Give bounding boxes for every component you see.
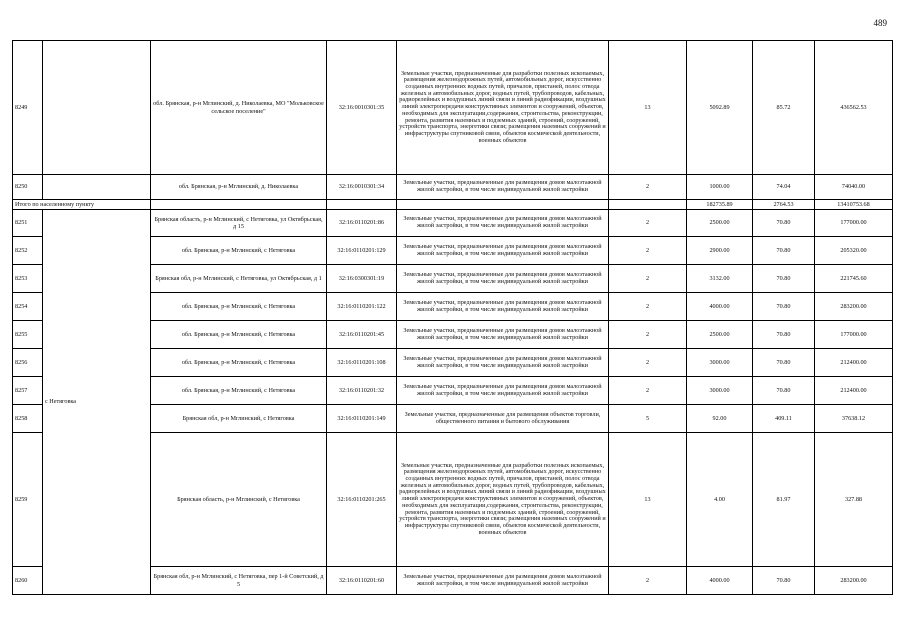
cadastral-value-cell: 283200.00 (815, 293, 893, 321)
area-cell: 1000.00 (687, 175, 753, 200)
specific-value-cell: 70.80 (753, 237, 815, 265)
land-registry-table (12, 40, 893, 595)
address-cell: обл. Брянская, р-н Мглинский, д. Николаевка, МО "Мольковское сельское поселение" (151, 41, 327, 175)
use-group-cell: 2 (609, 265, 687, 293)
cadastral-value-cell: 37638.12 (815, 405, 893, 433)
address-cell: Брянская область, р-н Мглинский, с Нетяговка (151, 433, 327, 567)
total-specific-value: 2764.53 (753, 200, 815, 210)
cadastral-value-cell: 283200.00 (815, 567, 893, 595)
row-number: 8249 (13, 41, 43, 175)
row-number: 8258 (13, 405, 43, 433)
permitted-use-cell: Земельные участки, предназначенные для размещения домов малоэтажной жилой застройки, в том числе индивидуальной жилой застройки (397, 265, 609, 293)
cadastral-value-cell: 177000.00 (815, 321, 893, 349)
cadastral-number-cell: 32:16:0110201:45 (327, 321, 397, 349)
specific-value-cell: 70.80 (753, 321, 815, 349)
permitted-use-cell: Земельные участки, предназначенные для размещения домов малоэтажной жилой застройки, в том числе индивидуальной жилой застройки (397, 237, 609, 265)
area-cell: 2500.00 (687, 210, 753, 237)
use-group-cell: 2 (609, 175, 687, 200)
specific-value-cell: 70.80 (753, 349, 815, 377)
table-row (13, 41, 893, 175)
address-cell: обл. Брянская, р-н Мглинский, с Нетяговка (151, 237, 327, 265)
row-number: 8253 (13, 265, 43, 293)
permitted-use-cell: Земельные участки, предназначенные для размещения домов малоэтажной жилой застройки, в том числе индивидуальной жилой застройки (397, 175, 609, 200)
cadastral-number-cell: 32:16:0110201:129 (327, 237, 397, 265)
use-group-cell: 5 (609, 405, 687, 433)
permitted-use-cell: Земельные участки, предназначенные для разработки полезных ископаемых, размещения железнодорожных путей, автомобильных дорог, искусственно созданных внутренних водных путей, причалов, пристаней, полос отвода железных и автомобильных дорог, водных путей, трубопроводов, кабельных, радиорелейных и воздушных линий связи и линий радиофикации, воздушных линий электропередачи конструктивных элементов и сооружений, объектов, необходимых для эксплуатации,содержания, строительства, реконструкции, ремонта, развития наземных и подземных зданий, строений, сооружений, устройств транспорта, энергетики связи; размещения наземных сооружений и инфраструктуры спутниковой связи, объектов космической деятельности, военных объектов (397, 41, 609, 175)
permitted-use-cell: Земельные участки, предназначенные для размещения домов малоэтажной жилой застройки, в том числе индивидуальной жилой застройки (397, 349, 609, 377)
row-number: 8260 (13, 567, 43, 595)
permitted-use-cell: Земельные участки, предназначенные для размещения домов малоэтажной жилой застройки, в том числе индивидуальной жилой застройки (397, 567, 609, 595)
cadastral-number-cell: 32:16:0110201:149 (327, 405, 397, 433)
use-group-cell: 2 (609, 210, 687, 237)
area-cell: 2900.00 (687, 237, 753, 265)
area-cell: 2500.00 (687, 321, 753, 349)
address-cell: Брянская обл, р-н Мглинский, с Нетяговка (151, 405, 327, 433)
use-group-cell: 2 (609, 377, 687, 405)
cadastral-value-cell: 221745.60 (815, 265, 893, 293)
specific-value-cell: 70.80 (753, 210, 815, 237)
area-cell: 92.00 (687, 405, 753, 433)
locality-cell: с Нетяговка (43, 210, 151, 595)
locality-cell (43, 41, 151, 175)
cadastral-number-cell: 32:16:0110201:86 (327, 210, 397, 237)
use-group-cell: 2 (609, 293, 687, 321)
cadastral-value-cell: 436562.53 (815, 41, 893, 175)
use-group-cell: 13 (609, 41, 687, 175)
locality-cell (43, 175, 151, 200)
specific-value-cell: 85.72 (753, 41, 815, 175)
cadastral-value-cell: 212400.00 (815, 349, 893, 377)
table-row (13, 175, 893, 200)
specific-value-cell: 70.80 (753, 377, 815, 405)
page-number: 489 (873, 18, 887, 28)
specific-value-cell: 70.80 (753, 567, 815, 595)
permitted-use-cell: Земельные участки, предназначенные для размещения домов малоэтажной жилой застройки, в том числе индивидуальной жилой застройки (397, 293, 609, 321)
specific-value-cell: 409.11 (753, 405, 815, 433)
cadastral-number-cell: 32:16:0010301:34 (327, 175, 397, 200)
total-label: Итого по населенному пункту (13, 200, 151, 210)
cadastral-number-cell: 32:16:0110201:108 (327, 349, 397, 377)
address-cell: Брянская обл, р-н Мглинский, с Нетяговка, ул Октябрьская, д 1 (151, 265, 327, 293)
cadastral-number-cell: 32:16:0300301:19 (327, 265, 397, 293)
cadastral-value-cell: 74040.00 (815, 175, 893, 200)
cadastral-value-cell: 205320.00 (815, 237, 893, 265)
permitted-use-cell: Земельные участки, предназначенные для размещения объектов торговли, общественного питания и бытового обслуживания (397, 405, 609, 433)
permitted-use-cell: Земельные участки, предназначенные для размещения домов малоэтажной жилой застройки, в том числе индивидуальной жилой застройки (397, 377, 609, 405)
row-number: 8250 (13, 175, 43, 200)
cadastral-number-cell: 32:16:0110201:60 (327, 567, 397, 595)
use-group-cell: 2 (609, 567, 687, 595)
cadastral-number-cell: 32:16:0010301:35 (327, 41, 397, 175)
use-group-cell: 2 (609, 321, 687, 349)
row-number: 8252 (13, 237, 43, 265)
specific-value-cell: 70.80 (753, 293, 815, 321)
row-number: 8251 (13, 210, 43, 237)
area-cell: 4000.00 (687, 293, 753, 321)
row-number: 8254 (13, 293, 43, 321)
area-cell: 5092.89 (687, 41, 753, 175)
area-cell: 4.00 (687, 433, 753, 567)
address-cell: обл. Брянская, р-н Мглинский, с Нетяговка (151, 349, 327, 377)
cadastral-value-cell: 177000.00 (815, 210, 893, 237)
table-row (13, 210, 893, 237)
permitted-use-cell: Земельные участки, предназначенные для размещения домов малоэтажной жилой застройки, в том числе индивидуальной жилой застройки (397, 210, 609, 237)
permitted-use-cell: Земельные участки, предназначенные для размещения домов малоэтажной жилой застройки, в том числе индивидуальной жилой застройки (397, 321, 609, 349)
cadastral-number-cell: 32:16:0110201:122 (327, 293, 397, 321)
cadastral-number-cell: 32:16:0110201:265 (327, 433, 397, 567)
use-group-cell: 2 (609, 349, 687, 377)
area-cell: 3000.00 (687, 349, 753, 377)
row-number: 8256 (13, 349, 43, 377)
area-cell: 4000.00 (687, 567, 753, 595)
use-group-cell: 13 (609, 433, 687, 567)
cadastral-number-cell: 32:16:0110201:32 (327, 377, 397, 405)
row-number: 8255 (13, 321, 43, 349)
specific-value-cell: 70.80 (753, 265, 815, 293)
specific-value-cell: 81.97 (753, 433, 815, 567)
use-group-cell: 2 (609, 237, 687, 265)
address-cell: Брянская обл, р-н Мглинский, с Нетяговка, пер 1-й Советский, д 5 (151, 567, 327, 595)
address-cell: обл. Брянская, р-н Мглинский, с Нетяговка (151, 377, 327, 405)
locality-total-row (13, 200, 893, 210)
row-number: 8259 (13, 433, 43, 567)
address-cell: Брянская область, р-н Мглинский, с Нетяговка, ул Октябрьская, д 15 (151, 210, 327, 237)
cadastral-value-cell: 212400.00 (815, 377, 893, 405)
area-cell: 3000.00 (687, 377, 753, 405)
address-cell: обл. Брянская, р-н Мглинский, с Нетяговка (151, 293, 327, 321)
area-cell: 3132.00 (687, 265, 753, 293)
total-area: 182735.89 (687, 200, 753, 210)
row-number: 8257 (13, 377, 43, 405)
cadastral-value-cell: 327.88 (815, 433, 893, 567)
total-cadastral-value: 13410753.68 (815, 200, 893, 210)
permitted-use-cell: Земельные участки, предназначенные для разработки полезных ископаемых, размещения железнодорожных путей, автомобильных дорог, искусственно созданных внутренних водных путей, причалов, пристаней, полос отвода железных и автомобильных дорог, водных путей, трубопроводов, кабельных, радиорелейных и воздушных линий связи и линий радиофикации, воздушных линий электропередачи конструктивных элементов и сооружений, объектов, необходимых для эксплуатации,содержания, строительства, реконструкции, ремонта, развития наземных и подземных зданий, строений, сооружений, устройств транспорта, энергетики связи; размещения наземных сооружений и инфраструктуры спутниковой связи, объектов космической деятельности, военных объектов (397, 433, 609, 567)
specific-value-cell: 74.04 (753, 175, 815, 200)
address-cell: обл. Брянская, р-н Мглинский, с Нетяговка (151, 321, 327, 349)
address-cell: обл. Брянская, р-н Мглинский, д. Николаевка (151, 175, 327, 200)
